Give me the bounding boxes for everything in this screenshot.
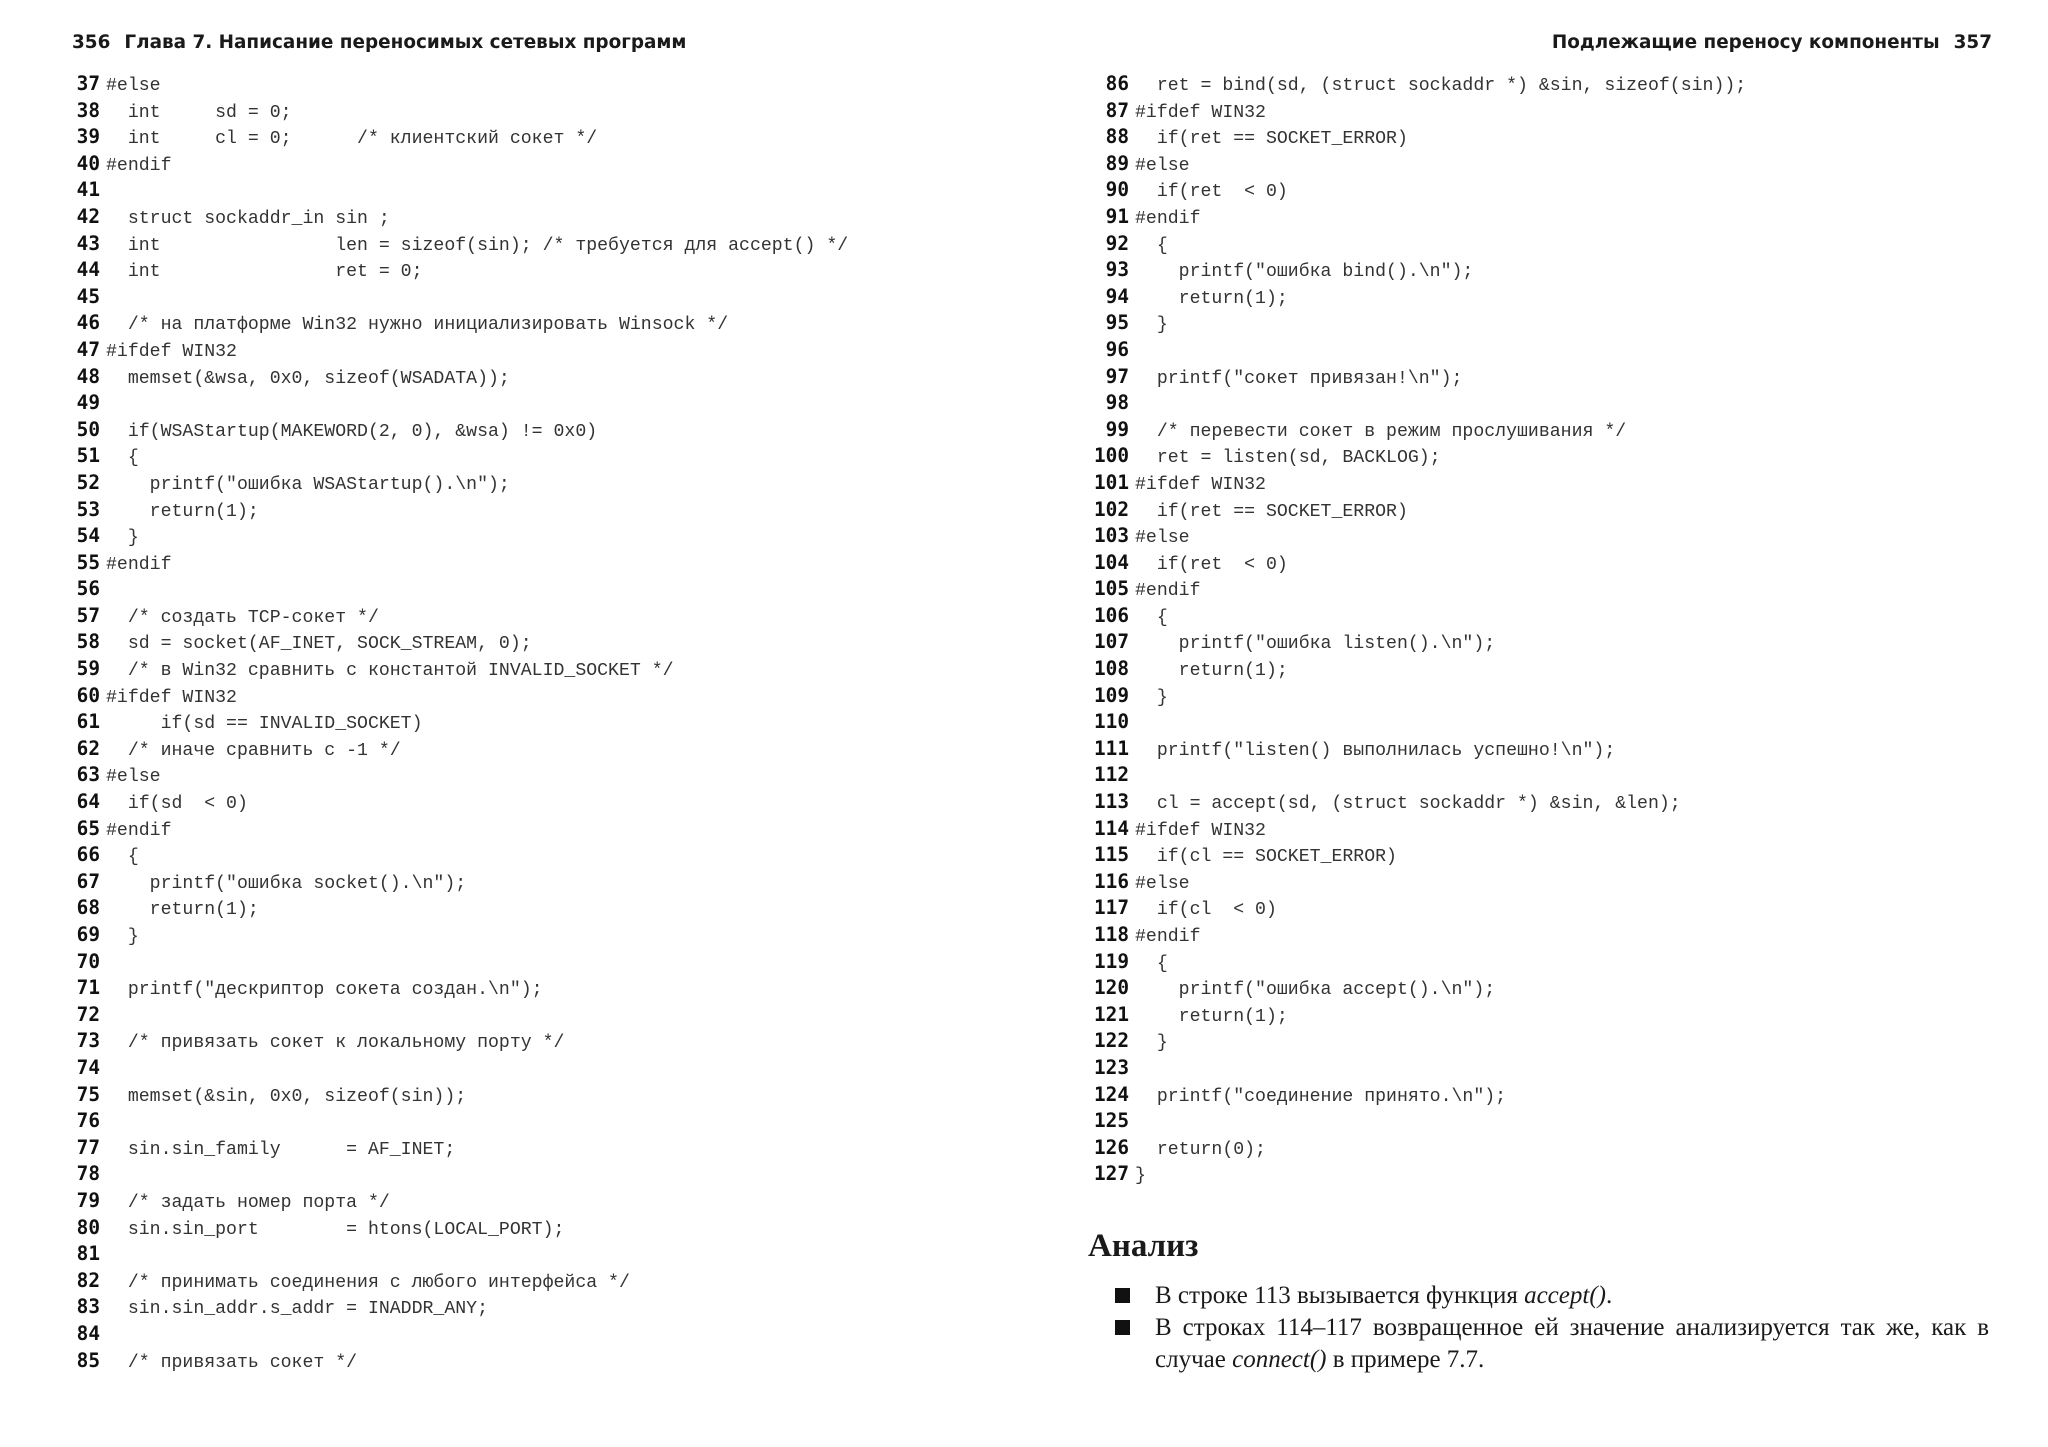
code-line [1089, 949, 2019, 976]
left-running-title: Глава 7. Написание переносимых сетевых программ [124, 32, 687, 53]
line-number: 67 [76, 869, 100, 893]
line-code: #ifdef WIN32 [106, 687, 237, 708]
line-code: /* принимать соединения с любого интерфейса */ [106, 1272, 630, 1293]
left-page-header [72, 28, 686, 58]
right-running-title: Подлежащие переносу компоненты [1551, 32, 1940, 53]
code-line [70, 656, 1050, 683]
line-code: printf("ошибка listen().\n"); [1135, 634, 1496, 655]
line-number: 106 [1093, 603, 1129, 627]
line-number: 70 [76, 949, 100, 973]
code-line [70, 124, 1050, 151]
line-number: 127 [1093, 1162, 1129, 1186]
code-line [70, 204, 1050, 231]
line-code [100, 1166, 106, 1186]
line-code: /* привязать сокет к локальному порту */ [106, 1033, 565, 1054]
line-number: 75 [76, 1082, 100, 1106]
line-number: 88 [1105, 125, 1129, 149]
code-line [70, 470, 1050, 497]
line-number: 50 [76, 417, 100, 441]
left-page-number: 356 [72, 32, 111, 53]
line-code: printf("дескриптор сокета создан.\n"); [106, 980, 543, 1001]
code-line [70, 550, 1050, 577]
line-code: /* перевести сокет в режим прослушивания */ [1135, 421, 1627, 442]
code-line [1089, 417, 2019, 444]
line-number: 93 [1105, 258, 1129, 282]
code-line [1089, 656, 2019, 683]
line-code [1129, 767, 1135, 787]
line-code [1129, 342, 1135, 362]
line-code: /* иначе сравнить с -1 */ [106, 740, 401, 761]
code-line [1089, 337, 2019, 364]
analysis-heading: Анализ [1088, 1228, 1199, 1264]
line-number: 121 [1093, 1002, 1129, 1026]
line-code: if(ret == SOCKET_ERROR) [1135, 501, 1408, 522]
function-name: connect() [1232, 1346, 1327, 1373]
code-line [70, 257, 1050, 284]
line-number: 55 [76, 550, 100, 574]
line-number: 90 [1105, 178, 1129, 202]
line-number: 105 [1093, 577, 1129, 601]
code-line [1089, 310, 2019, 337]
line-number: 120 [1093, 976, 1129, 1000]
line-code: /* привязать сокет */ [106, 1352, 358, 1373]
code-line [70, 71, 1050, 98]
line-number: 57 [76, 603, 100, 627]
line-code: { [1135, 235, 1168, 256]
line-number: 41 [76, 178, 100, 202]
code-line [1089, 1161, 2019, 1188]
code-line [1089, 975, 2019, 1002]
code-line [1089, 443, 2019, 470]
bullet-square-icon [1115, 1320, 1130, 1335]
line-number: 45 [76, 284, 100, 308]
code-line [1089, 842, 2019, 869]
code-line [70, 1215, 1050, 1242]
line-number: 113 [1093, 790, 1129, 814]
line-number: 95 [1105, 311, 1129, 335]
line-number: 117 [1093, 896, 1129, 920]
line-code: sin.sin_family = AF_INET; [106, 1139, 456, 1160]
line-number: 81 [76, 1242, 100, 1266]
code-line [70, 417, 1050, 444]
code-line [70, 683, 1050, 710]
code-line [1089, 550, 2019, 577]
code-line [70, 1028, 1050, 1055]
line-code: if(ret == SOCKET_ERROR) [1135, 129, 1408, 150]
code-line [1089, 1002, 2019, 1029]
line-code: #endif [106, 554, 172, 575]
line-number: 39 [76, 125, 100, 149]
code-line [70, 949, 1050, 976]
code-line [70, 1002, 1050, 1029]
line-number: 96 [1105, 337, 1129, 361]
code-line [70, 231, 1050, 258]
line-number: 49 [76, 391, 100, 415]
line-number: 63 [76, 763, 100, 787]
line-number: 42 [76, 204, 100, 228]
line-code: } [1135, 1033, 1168, 1054]
code-line [70, 523, 1050, 550]
code-line [1089, 497, 2019, 524]
code-line [1089, 789, 2019, 816]
line-number: 43 [76, 231, 100, 255]
line-number: 37 [76, 72, 100, 95]
line-code: #ifdef WIN32 [1135, 820, 1266, 841]
line-number: 98 [1105, 391, 1129, 415]
line-code: sin.sin_addr.s_addr = INADDR_ANY; [106, 1299, 488, 1320]
line-code: } [106, 927, 139, 947]
line-code: return(0); [1135, 1139, 1266, 1160]
code-line [1089, 231, 2019, 258]
line-number: 104 [1093, 550, 1129, 574]
code-line [70, 98, 1050, 125]
line-code: return(1); [1135, 288, 1288, 309]
code-line [70, 1321, 1050, 1348]
line-number: 78 [76, 1162, 100, 1186]
analysis-bullet [1115, 1280, 1989, 1312]
code-line [1089, 523, 2019, 550]
code-line [70, 975, 1050, 1002]
line-code [100, 1060, 106, 1080]
line-code: cl = accept(sd, (struct sockaddr *) &sin, &len); [1135, 794, 1681, 815]
line-number: 85 [76, 1348, 100, 1372]
line-number: 86 [1105, 72, 1129, 95]
line-code: /* задать номер порта */ [106, 1192, 390, 1213]
line-number: 69 [76, 923, 100, 946]
line-code: int sd = 0; [106, 102, 292, 123]
code-line [70, 762, 1050, 789]
line-number: 72 [76, 1002, 100, 1026]
line-number: 111 [1093, 736, 1129, 760]
line-number: 83 [76, 1295, 100, 1319]
line-number: 59 [76, 657, 100, 681]
bullet-text: в примере 7.7. [1326, 1346, 1485, 1373]
code-line [1089, 576, 2019, 603]
line-code: printf("ошибка accept().\n"); [1135, 980, 1496, 1001]
line-code: ret = bind(sd, (struct sockaddr *) &sin, sizeof(sin)); [1135, 76, 1747, 96]
code-line [1089, 177, 2019, 204]
code-line [70, 1241, 1050, 1268]
line-number: 110 [1093, 710, 1129, 734]
code-line [70, 736, 1050, 763]
line-number: 99 [1105, 417, 1129, 441]
line-number: 56 [76, 577, 100, 601]
line-code [100, 1326, 106, 1346]
code-line [70, 1294, 1050, 1321]
code-line [70, 151, 1050, 178]
code-line [70, 1268, 1050, 1295]
line-code: printf("ошибка socket().\n"); [106, 873, 467, 894]
line-code: /* в Win32 сравнить с константой INVALID_SOCKET */ [106, 661, 674, 682]
line-code: if(WSAStartup(MAKEWORD(2, 0), &wsa) != 0x0) [106, 421, 598, 442]
code-line [1089, 922, 2019, 949]
code-line [70, 816, 1050, 843]
line-code: ret = listen(sd, BACKLOG); [1135, 448, 1441, 469]
line-code: return(1); [106, 501, 259, 522]
code-line [70, 603, 1050, 630]
code-line [1089, 736, 2019, 763]
line-number: 76 [76, 1109, 100, 1133]
line-number: 97 [1105, 364, 1129, 388]
line-code [1129, 1113, 1135, 1133]
line-code [100, 1007, 106, 1027]
line-code [100, 1246, 106, 1266]
line-code: struct sockaddr_in sin ; [106, 208, 390, 229]
line-code: #else [1135, 528, 1190, 549]
line-number: 51 [76, 444, 100, 468]
line-code: } [1135, 1166, 1146, 1187]
line-number: 38 [76, 98, 100, 122]
line-code: { [1135, 607, 1168, 628]
line-code: #else [106, 767, 161, 788]
code-line [70, 922, 1050, 949]
line-code: #else [1135, 155, 1190, 176]
line-code [100, 581, 106, 601]
line-number: 102 [1093, 497, 1129, 521]
line-code: #endif [106, 820, 172, 841]
code-line [70, 576, 1050, 603]
code-line [70, 1082, 1050, 1109]
code-line [1089, 1108, 2019, 1135]
code-line [1089, 98, 2019, 125]
code-line [70, 284, 1050, 311]
code-line [70, 629, 1050, 656]
analysis-bullet-list [1115, 1280, 1989, 1376]
line-number: 65 [76, 816, 100, 840]
line-number: 108 [1093, 657, 1129, 681]
line-number: 74 [76, 1055, 100, 1079]
line-number: 44 [76, 258, 100, 282]
line-number: 94 [1105, 284, 1129, 308]
code-line [1089, 470, 2019, 497]
line-code: } [1135, 315, 1168, 336]
line-code [1129, 395, 1135, 415]
code-line [70, 709, 1050, 736]
line-code: printf("ошибка bind().\n"); [1135, 262, 1474, 283]
code-line [70, 310, 1050, 337]
line-code: #ifdef WIN32 [1135, 102, 1266, 123]
code-line [1089, 284, 2019, 311]
code-line [1089, 869, 2019, 896]
line-number: 125 [1093, 1109, 1129, 1133]
line-number: 114 [1093, 816, 1129, 840]
line-number: 64 [76, 790, 100, 814]
function-name: accept() [1524, 1282, 1606, 1309]
code-line [70, 789, 1050, 816]
code-line [1089, 816, 2019, 843]
line-code: if(sd < 0) [106, 794, 248, 815]
line-number: 47 [76, 337, 100, 361]
line-number: 112 [1093, 763, 1129, 787]
line-code [100, 182, 106, 202]
code-line [70, 1108, 1050, 1135]
line-number: 122 [1093, 1029, 1129, 1053]
line-number: 123 [1093, 1055, 1129, 1079]
line-code: int ret = 0; [106, 262, 423, 283]
code-line [1089, 683, 2019, 710]
line-code: if(cl == SOCKET_ERROR) [1135, 847, 1397, 868]
line-number: 48 [76, 364, 100, 388]
line-code: #else [1135, 873, 1190, 894]
code-line [1089, 762, 2019, 789]
line-code: { [106, 448, 139, 469]
line-number: 54 [76, 524, 100, 548]
line-code [100, 289, 106, 309]
code-line [70, 1188, 1050, 1215]
right-page-number: 357 [1953, 32, 1992, 53]
line-code: if(ret < 0) [1135, 182, 1288, 203]
code-line [1089, 204, 2019, 231]
line-number: 46 [76, 311, 100, 335]
line-code [100, 1113, 106, 1133]
code-line [1089, 1082, 2019, 1109]
line-code: { [106, 847, 139, 868]
line-number: 73 [76, 1029, 100, 1053]
line-code: sd = socket(AF_INET, SOCK_STREAM, 0); [106, 634, 532, 655]
line-code: if(ret < 0) [1135, 554, 1288, 575]
code-line [70, 1135, 1050, 1162]
line-code: printf("соединение принято.\n"); [1135, 1086, 1507, 1107]
line-number: 53 [76, 497, 100, 521]
line-number: 109 [1093, 683, 1129, 707]
code-line [1089, 709, 2019, 736]
line-number: 71 [76, 976, 100, 1000]
line-number: 82 [76, 1268, 100, 1292]
line-code: #endif [1135, 581, 1201, 602]
line-code: } [1135, 687, 1168, 708]
line-number: 100 [1093, 444, 1129, 468]
bullet-text: . [1605, 1282, 1613, 1309]
code-line [1089, 151, 2019, 178]
line-code: return(1); [1135, 661, 1288, 682]
line-code [100, 395, 106, 415]
line-number: 40 [76, 151, 100, 175]
line-number: 101 [1093, 470, 1129, 494]
line-code: #ifdef WIN32 [106, 341, 237, 362]
analysis-bullet [1115, 1312, 1989, 1376]
line-number: 115 [1093, 843, 1129, 867]
line-number: 52 [76, 470, 100, 494]
line-code: /* создать TCP-сокет */ [106, 607, 379, 628]
line-number: 77 [76, 1135, 100, 1159]
line-number: 66 [76, 843, 100, 867]
line-code: memset(&sin, 0x0, sizeof(sin)); [106, 1086, 467, 1107]
line-number: 107 [1093, 630, 1129, 654]
line-number: 68 [76, 896, 100, 920]
line-code: return(1); [106, 900, 259, 921]
line-number: 91 [1105, 204, 1129, 228]
line-code: #endif [1135, 927, 1201, 947]
line-code: int cl = 0; /* клиентский сокет */ [106, 129, 598, 150]
line-number: 84 [76, 1321, 100, 1345]
line-code: if(sd == INVALID_SOCKET) [106, 714, 423, 735]
line-number: 118 [1093, 923, 1129, 946]
code-line [1089, 1135, 2019, 1162]
code-line [70, 337, 1050, 364]
code-line [1089, 895, 2019, 922]
line-number: 124 [1093, 1082, 1129, 1106]
code-line [70, 497, 1050, 524]
code-line [70, 895, 1050, 922]
line-code: int len = sizeof(sin); /* требуется для accept() */ [106, 235, 849, 256]
code-line [1089, 257, 2019, 284]
line-code: } [106, 528, 139, 549]
line-code: printf("ошибка WSAStartup().\n"); [106, 474, 510, 495]
code-line [1089, 629, 2019, 656]
line-code: printf("сокет привязан!\n"); [1135, 368, 1463, 389]
code-line [70, 1161, 1050, 1188]
left-code-listing [70, 71, 1050, 1374]
code-line [70, 1348, 1050, 1375]
code-line [70, 842, 1050, 869]
line-number: 119 [1093, 949, 1129, 973]
line-code: /* на платформе Win32 нужно инициализировать Winsock */ [106, 315, 729, 336]
line-number: 61 [76, 710, 100, 734]
code-line [1089, 390, 2019, 417]
code-line [1089, 71, 2019, 98]
line-code: #else [106, 76, 161, 96]
line-code [1129, 1060, 1135, 1080]
line-code: memset(&wsa, 0x0, sizeof(WSADATA)); [106, 368, 510, 389]
code-line [70, 869, 1050, 896]
bullet-square-icon [1115, 1288, 1130, 1303]
line-code: #endif [1135, 208, 1201, 229]
line-number: 92 [1105, 231, 1129, 255]
code-line [70, 177, 1050, 204]
line-code: #endif [106, 155, 172, 176]
code-line [1089, 1028, 2019, 1055]
code-line [1089, 124, 2019, 151]
line-number: 126 [1093, 1135, 1129, 1159]
bullet-text: В строке 113 вызывается функция [1155, 1282, 1525, 1309]
right-code-listing [1089, 71, 2019, 1188]
line-number: 79 [76, 1188, 100, 1212]
code-line [1089, 603, 2019, 630]
line-number: 60 [76, 683, 100, 707]
line-code: sin.sin_port = htons(LOCAL_PORT); [106, 1219, 565, 1240]
line-number: 62 [76, 736, 100, 760]
line-number: 116 [1093, 869, 1129, 893]
line-code [1129, 714, 1135, 734]
line-code: if(cl < 0) [1135, 900, 1277, 921]
line-code: printf("listen() выполнилась успешно!\n"); [1135, 740, 1616, 761]
code-line [1089, 364, 2019, 391]
line-code [100, 954, 106, 974]
code-line [70, 364, 1050, 391]
bullet-text: В строках 114–117 возвращенное ей значение анализируется так же, как в случае [1155, 1314, 1989, 1373]
line-number: 80 [76, 1215, 100, 1239]
line-code: { [1135, 953, 1168, 974]
code-line [1089, 1055, 2019, 1082]
line-number: 89 [1105, 151, 1129, 175]
code-line [70, 1055, 1050, 1082]
line-code: #ifdef WIN32 [1135, 474, 1266, 495]
line-number: 58 [76, 630, 100, 654]
line-code: return(1); [1135, 1006, 1288, 1027]
line-number: 103 [1093, 524, 1129, 548]
code-line [70, 390, 1050, 417]
line-number: 87 [1105, 98, 1129, 122]
right-page-header [1552, 28, 1992, 58]
code-line [70, 443, 1050, 470]
